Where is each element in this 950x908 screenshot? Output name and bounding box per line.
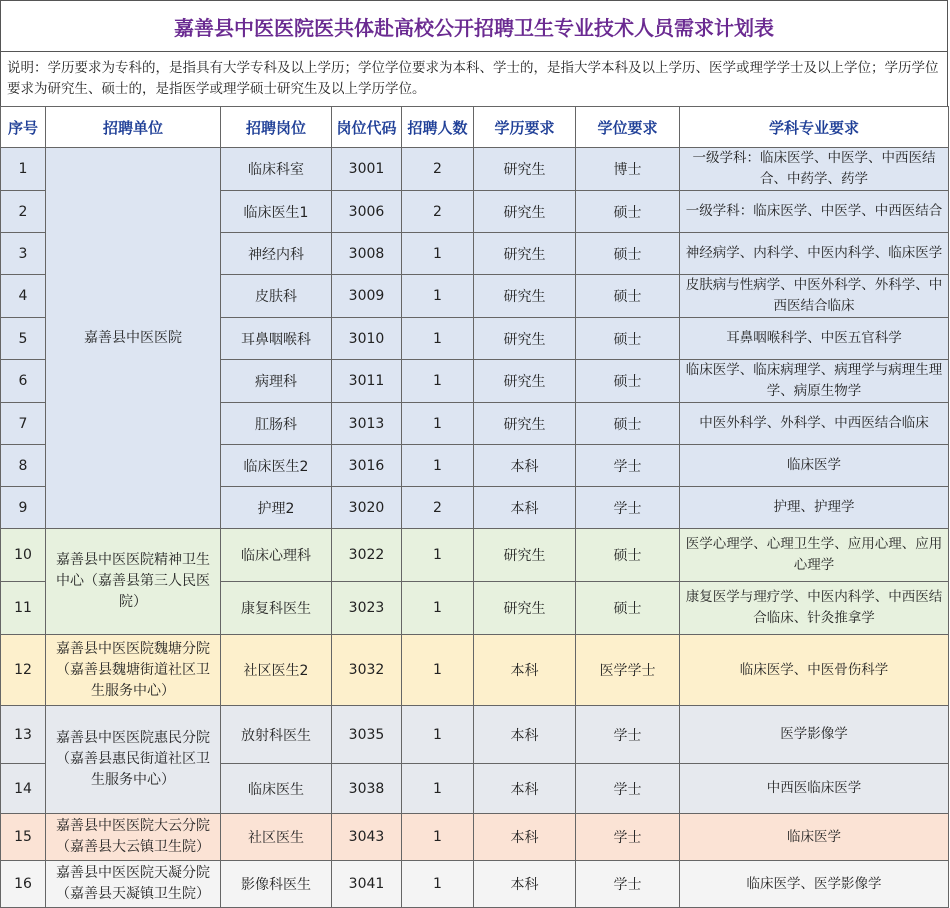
cell-degree: 学士 [576, 814, 680, 861]
header-count: 招聘人数 [402, 107, 474, 148]
cell-degree: 硕士 [576, 233, 680, 275]
cell-count: 1 [402, 360, 474, 403]
cell-education: 研究生 [474, 318, 576, 360]
cell-count: 1 [402, 706, 474, 764]
cell-education: 本科 [474, 706, 576, 764]
table-row [1, 814, 949, 861]
cell-no: 5 [1, 318, 46, 360]
cell-major: 临床医学 [680, 445, 949, 487]
cell-major: 中医外科学、外科学、中西医结合临床 [680, 403, 949, 445]
cell-post: 社区医生2 [221, 635, 332, 706]
cell-count: 2 [402, 148, 474, 191]
cell-count: 1 [402, 582, 474, 635]
header-unit: 招聘单位 [46, 107, 221, 148]
cell-degree: 学士 [576, 487, 680, 529]
cell-post: 耳鼻咽喉科 [221, 318, 332, 360]
cell-major: 耳鼻咽喉科学、中医五官科学 [680, 318, 949, 360]
cell-unit: 嘉善县中医医院精神卫生中心（嘉善县第三人民医院） [46, 529, 221, 635]
cell-post: 神经内科 [221, 233, 332, 275]
cell-count: 1 [402, 275, 474, 318]
cell-degree: 硕士 [576, 360, 680, 403]
cell-education: 研究生 [474, 582, 576, 635]
header-row [1, 107, 949, 148]
cell-count: 2 [402, 191, 474, 233]
cell-code: 3038 [332, 764, 402, 814]
cell-code: 3041 [332, 861, 402, 908]
cell-code: 3035 [332, 706, 402, 764]
header-code: 岗位代码 [332, 107, 402, 148]
cell-degree: 博士 [576, 148, 680, 191]
cell-degree: 硕士 [576, 582, 680, 635]
recruitment-table [0, 106, 949, 908]
cell-no: 15 [1, 814, 46, 861]
cell-major: 一级学科：临床医学、中医学、中西医结合、中药学、药学 [680, 148, 949, 191]
table-row [1, 706, 949, 764]
cell-post: 影像科医生 [221, 861, 332, 908]
cell-unit: 嘉善县中医医院天凝分院（嘉善县天凝镇卫生院） [46, 861, 221, 908]
cell-code: 3011 [332, 360, 402, 403]
cell-no: 16 [1, 861, 46, 908]
cell-degree: 硕士 [576, 318, 680, 360]
cell-post: 放射科医生 [221, 706, 332, 764]
cell-no: 8 [1, 445, 46, 487]
cell-count: 1 [402, 861, 474, 908]
cell-count: 1 [402, 635, 474, 706]
cell-degree: 硕士 [576, 275, 680, 318]
cell-major: 康复医学与理疗学、中医内科学、中西医结合临床、针灸推拿学 [680, 582, 949, 635]
cell-no: 6 [1, 360, 46, 403]
page-title: 嘉善县中医医院医共体赴高校公开招聘卫生专业技术人员需求计划表 [0, 0, 948, 52]
cell-count: 1 [402, 529, 474, 582]
cell-no: 14 [1, 764, 46, 814]
cell-no: 13 [1, 706, 46, 764]
cell-code: 3001 [332, 148, 402, 191]
cell-degree: 硕士 [576, 529, 680, 582]
cell-major: 护理、护理学 [680, 487, 949, 529]
cell-education: 本科 [474, 861, 576, 908]
cell-post: 皮肤科 [221, 275, 332, 318]
cell-code: 3009 [332, 275, 402, 318]
cell-post: 护理2 [221, 487, 332, 529]
cell-count: 1 [402, 403, 474, 445]
cell-degree: 硕士 [576, 403, 680, 445]
cell-education: 本科 [474, 487, 576, 529]
cell-count: 1 [402, 318, 474, 360]
cell-major: 临床医学、临床病理学、病理学与病理生理学、病原生物学 [680, 360, 949, 403]
header-major: 学科专业要求 [680, 107, 949, 148]
cell-code: 3043 [332, 814, 402, 861]
cell-no: 7 [1, 403, 46, 445]
cell-count: 2 [402, 487, 474, 529]
cell-count: 1 [402, 233, 474, 275]
header-post: 招聘岗位 [221, 107, 332, 148]
cell-major: 临床医学、医学影像学 [680, 861, 949, 908]
cell-no: 11 [1, 582, 46, 635]
cell-no: 1 [1, 148, 46, 191]
cell-code: 3016 [332, 445, 402, 487]
cell-education: 本科 [474, 635, 576, 706]
cell-post: 临床心理科 [221, 529, 332, 582]
table-row [1, 148, 949, 191]
cell-degree: 学士 [576, 764, 680, 814]
cell-code: 3020 [332, 487, 402, 529]
cell-count: 1 [402, 445, 474, 487]
cell-degree: 学士 [576, 445, 680, 487]
cell-major: 一级学科：临床医学、中医学、中西医结合 [680, 191, 949, 233]
cell-post: 临床医生1 [221, 191, 332, 233]
cell-education: 本科 [474, 814, 576, 861]
cell-major: 医学心理学、心理卫生学、应用心理、应用心理学 [680, 529, 949, 582]
cell-education: 研究生 [474, 360, 576, 403]
header-education: 学历要求 [474, 107, 576, 148]
cell-count: 1 [402, 814, 474, 861]
cell-no: 12 [1, 635, 46, 706]
cell-major: 皮肤病与性病学、中医外科学、外科学、中西医结合临床 [680, 275, 949, 318]
cell-unit: 嘉善县中医医院大云分院（嘉善县大云镇卫生院） [46, 814, 221, 861]
cell-no: 2 [1, 191, 46, 233]
table-row [1, 861, 949, 908]
cell-unit: 嘉善县中医医院魏塘分院（嘉善县魏塘街道社区卫生服务中心） [46, 635, 221, 706]
cell-no: 10 [1, 529, 46, 582]
cell-post: 临床医生2 [221, 445, 332, 487]
cell-post: 临床科室 [221, 148, 332, 191]
table-row [1, 529, 949, 582]
cell-no: 3 [1, 233, 46, 275]
cell-degree: 学士 [576, 706, 680, 764]
cell-education: 研究生 [474, 233, 576, 275]
cell-education: 研究生 [474, 529, 576, 582]
cell-code: 3022 [332, 529, 402, 582]
cell-education: 研究生 [474, 275, 576, 318]
cell-education: 本科 [474, 445, 576, 487]
cell-code: 3006 [332, 191, 402, 233]
cell-code: 3013 [332, 403, 402, 445]
cell-post: 肛肠科 [221, 403, 332, 445]
cell-no: 4 [1, 275, 46, 318]
cell-major: 临床医学 [680, 814, 949, 861]
cell-major: 医学影像学 [680, 706, 949, 764]
cell-education: 本科 [474, 764, 576, 814]
cell-degree: 学士 [576, 861, 680, 908]
cell-no: 9 [1, 487, 46, 529]
cell-post: 病理科 [221, 360, 332, 403]
cell-degree: 硕士 [576, 191, 680, 233]
cell-post: 康复科医生 [221, 582, 332, 635]
cell-major: 临床医学、中医骨伤科学 [680, 635, 949, 706]
header-degree: 学位要求 [576, 107, 680, 148]
cell-post: 临床医生 [221, 764, 332, 814]
cell-education: 研究生 [474, 148, 576, 191]
cell-code: 3032 [332, 635, 402, 706]
cell-unit: 嘉善县中医医院惠民分院（嘉善县惠民街道社区卫生服务中心） [46, 706, 221, 814]
cell-major: 中西医临床医学 [680, 764, 949, 814]
cell-degree: 医学学士 [576, 635, 680, 706]
cell-count: 1 [402, 764, 474, 814]
cell-education: 研究生 [474, 403, 576, 445]
description-note: 说明：学历要求为专科的，是指具有大学专科及以上学历；学位学位要求为本科、学士的，是指大学本科及以上学历、医学或理学学士及以上学位；学历学位要求为研究生、硕士的，是指医学或理学硕士研究生及以上学历学位。 [0, 52, 948, 106]
cell-post: 社区医生 [221, 814, 332, 861]
cell-code: 3023 [332, 582, 402, 635]
cell-major: 神经病学、内科学、中医内科学、临床医学 [680, 233, 949, 275]
cell-unit: 嘉善县中医医院 [46, 148, 221, 529]
table-row [1, 635, 949, 706]
cell-code: 3010 [332, 318, 402, 360]
header-no: 序号 [1, 107, 46, 148]
cell-code: 3008 [332, 233, 402, 275]
cell-education: 研究生 [474, 191, 576, 233]
